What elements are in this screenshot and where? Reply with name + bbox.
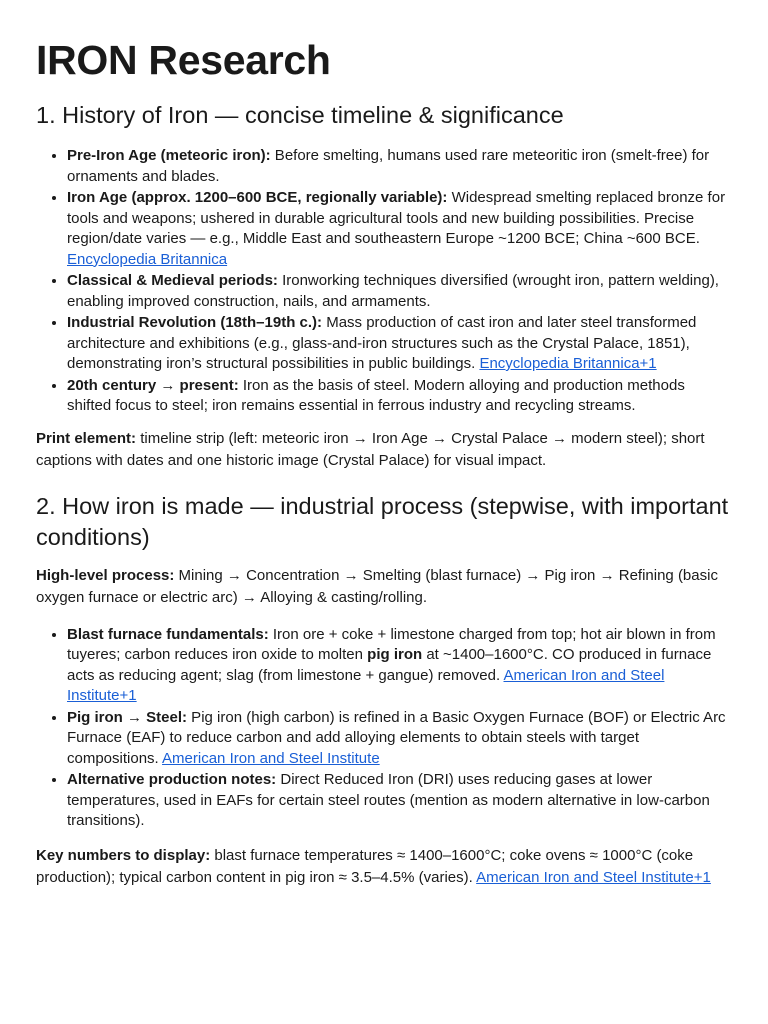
list-item [67, 145, 732, 187]
note-label: Key numbers to display: [36, 846, 211, 864]
item-label: Industrial Revolution (18th–19th c.): [67, 314, 323, 331]
section-heading-process: 2. How iron is made — industrial process (stepwise, with important conditions) [36, 492, 729, 550]
page-title: IRON Research [36, 37, 331, 83]
citation-link[interactable]: American Iron and Steel Institute+1 [67, 666, 665, 704]
citation-link[interactable]: Encyclopedia Britannica [67, 250, 228, 268]
item-text: Mass production of cast iron and later steel transformed architecture and exhibitions (e.g., glass-and-iron structures such as the Crystal Palace, 1851), demonstrating iron’s structural possibilities in public buildings. [67, 314, 697, 372]
item-label: Blast furnace fundamentals: [67, 625, 269, 643]
citation-link[interactable]: Encyclopedia Britannica+1 [479, 355, 657, 372]
note-text: timeline strip (left: meteoric iron → Iron Age → Crystal Palace → modern steel); short captions with dates and one historic image (Crystal Palace) for visual impact. [36, 429, 705, 469]
note-label: Print element: [36, 429, 137, 447]
list-item [67, 187, 732, 270]
print-element-note [36, 428, 732, 473]
item-text: Before smelting, humans used rare meteoritic iron (smelt-free) for ornaments and blades. [67, 147, 710, 185]
note-text: Mining → Concentration → Smelting (blast furnace) → Pig iron → Refining (basic oxygen furnace or electric arc) → Alloying & casting/rolling. [36, 566, 718, 606]
item-text: Ironworking techniques diversified (wrought iron, pattern welding), enabling improved construction, nails, and armaments. [67, 272, 719, 310]
high-level-process [36, 565, 732, 610]
list-item [67, 375, 732, 417]
item-label: 20th century → present: [67, 376, 239, 394]
item-text: Iron ore + coke + limestone charged from top; hot air blown in from tuyeres; carbon reduces iron oxide to molten [67, 625, 716, 663]
list-item [67, 270, 732, 312]
item-label: Iron Age (approx. 1200–600 BCE, regionally variable): [67, 189, 448, 206]
note-label: High-level process: [36, 566, 175, 584]
item-text: Pig iron (high carbon) is refined in a Basic Oxygen Furnace (BOF) or Electric Arc Furnace (EAF) to reduce carbon and add alloying elements to obtain steels with target compositions. [67, 708, 726, 767]
list-item [67, 769, 732, 832]
list-item [67, 312, 732, 375]
note-text: blast furnace temperatures ≈ 1400–1600°C; coke ovens ≈ 1000°C (coke production); typical carbon content in pig iron ≈ 3.5–4.5% (varies). [36, 846, 694, 886]
item-text: Direct Reduced Iron (DRI) uses reducing gases at lower temperatures, used in EAFs for certain steel routes (mention as modern alternative in low-carbon transitions). [67, 771, 710, 829]
citation-link[interactable]: American Iron and Steel Institute [162, 749, 380, 767]
item-text: Iron as the basis of steel. Modern alloying and production methods shifted focus to steel; iron remains essential in ferrous industry and recycling streams. [67, 376, 685, 414]
process-list [36, 624, 732, 832]
item-label: Pre-Iron Age (meteoric iron): [67, 147, 271, 164]
item-label: Classical & Medieval periods: [67, 272, 278, 289]
key-numbers-note [36, 845, 732, 890]
item-label: Alternative production notes: [67, 771, 277, 788]
history-timeline-list [36, 145, 732, 417]
list-item [67, 707, 732, 770]
list-item [67, 624, 732, 707]
item-label: Pig iron → Steel: [67, 708, 188, 726]
item-text: Widespread smelting replaced bronze for tools and weapons; ushered in durable agricultural tools and new building possibilities. Precise region/date varies — e.g., Middle East and southeastern Europe ~1200 BCE; China ~600 BCE. [67, 189, 726, 247]
item-emphasis: pig iron [367, 646, 423, 663]
section-heading-history: 1. History of Iron — concise timeline & significance [36, 102, 564, 128]
citation-link[interactable]: American Iron and Steel Institute+1 [476, 869, 711, 886]
item-text: at ~1400–1600°C. CO produced in furnace acts as reducing agent; slag (from limestone + gangue) removed. [67, 646, 712, 684]
